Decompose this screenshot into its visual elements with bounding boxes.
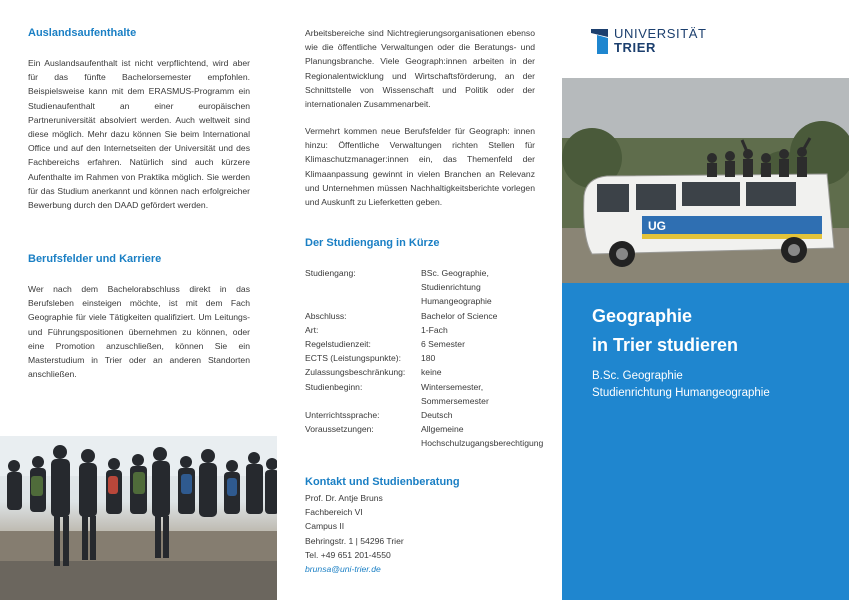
fact-row bbox=[305, 365, 535, 379]
title-line-geographie: Geographie bbox=[592, 306, 693, 326]
fact-label: ECTS (Leistungspunkte): bbox=[305, 353, 402, 364]
fact-row bbox=[305, 309, 535, 323]
fact-value: 180 bbox=[421, 353, 436, 364]
fact-value: Wintersemester, Sommersemester bbox=[421, 381, 489, 406]
heading-kontakt: Kontakt und Studienberatung bbox=[305, 476, 460, 488]
paragraph-neue-berufsfelder: Vermehrt kommen neue Berufsfelder für Geograph: innen hinzu: Öffentliche Verwaltungen richten Stellen für Klimaschutzmanager:innen ein, das Themenfeld der Klimaanpassung gewinnt in vielen Branchen an Relevanz und Unternehmen müssen Nachhaltigkeitsberichte vorlegen und Auskunft zu Lieferketten geben. bbox=[305, 126, 535, 208]
bus-sign: UG bbox=[648, 219, 666, 233]
fact-value: 1-Fach bbox=[421, 324, 448, 335]
fact-row bbox=[305, 266, 535, 309]
fact-row bbox=[305, 337, 535, 351]
paragraph-auslandsaufenthalte: Ein Auslandsaufenthalt ist nicht verpflichtend, wird aber für das fünfte Bachelorsemester empfohlen. Beispielsweise kann mit dem ERASMUS-Programm ein Studienaufenthalt an einer europäischen Partneruniversität absolviert werden. Auch weltweit sind diese möglich. Mehr dazu können Sie beim International Office und auf den Internetseiten der Universität und des Fachbereichs erfahren. Natürlich sind auch kürzere Aufenthalte im Rahmen von Praktika möglich. Sie werden für das Studium anerkannt und können nach erfolgreicher Bewerbung durch den DAAD gefördert werden. bbox=[28, 58, 250, 211]
heading-auslandsaufenthalte: Auslandsaufenthalte bbox=[28, 27, 137, 39]
fact-label: Voraussetzungen: bbox=[305, 424, 374, 435]
fact-label: Art: bbox=[305, 324, 319, 335]
contact-address: Behringstr. 1 | 54296 Trier bbox=[305, 535, 404, 546]
program-facts-table bbox=[305, 266, 544, 451]
fact-value: 6 Semester bbox=[421, 339, 465, 350]
fact-label: Abschluss: bbox=[305, 310, 347, 321]
logo-line-universitaet: UNIVERSITÄT bbox=[614, 26, 707, 41]
contact-phone: Tel. +49 651 201-4550 bbox=[305, 549, 391, 560]
logo-mark-icon bbox=[591, 29, 608, 54]
fact-value: keine bbox=[421, 367, 442, 378]
heading-berufsfelder: Berufsfelder und Karriere bbox=[28, 253, 162, 265]
bus-illustration bbox=[562, 78, 849, 283]
fact-label: Unterrichtssprache: bbox=[305, 410, 380, 421]
fact-value: Deutsch bbox=[421, 410, 453, 421]
subtitle-degree: B.Sc. Geographie bbox=[592, 370, 683, 382]
contact-block bbox=[305, 491, 404, 576]
fact-row bbox=[305, 323, 535, 337]
title-panel bbox=[562, 283, 849, 600]
fact-label: Zulassungsbeschränkung: bbox=[305, 367, 406, 378]
title-line-trier: in Trier studieren bbox=[592, 335, 739, 355]
university-logo bbox=[591, 27, 707, 55]
logo-line-trier: TRIER bbox=[614, 40, 656, 55]
heading-studiengang: Der Studiengang in Kürze bbox=[305, 237, 440, 249]
fact-row bbox=[305, 380, 535, 408]
paragraph-berufsfelder: Wer nach dem Bachelorabschluss direkt in das Berufsleben einsteigen möchte, ist mit dem Fach Geographie für viele Tätigkeiten qualifiziert. Um Leitungs- und Führungspositionen übernehmen zu können, oder eine Promotion anzuschließen, können Sie ein Masterstudium in Trier oder an anderen Standorten anschließen. bbox=[28, 284, 250, 380]
fact-label: Studiengang: bbox=[305, 268, 356, 278]
fact-row bbox=[305, 351, 535, 365]
fact-value: BSc. Geographie, Studienrichtung Humangeographie bbox=[421, 268, 492, 307]
subtitle-studienrichtung: Studienrichtung Humangeographie bbox=[592, 387, 770, 399]
fact-label: Regelstudienzeit: bbox=[305, 339, 371, 350]
contact-department: Fachbereich VI bbox=[305, 507, 363, 518]
contact-campus: Campus II bbox=[305, 521, 345, 532]
excursion-illustration bbox=[0, 436, 277, 600]
logo-text bbox=[614, 27, 707, 55]
fact-row bbox=[305, 422, 544, 450]
contact-email-link[interactable]: brunsa@uni-trier.de bbox=[305, 564, 381, 575]
photo-students-excursion bbox=[0, 436, 277, 600]
paragraph-arbeitsbereiche: Arbeitsbereiche sind Nichtregierungsorganisationen ebenso wie die öffentliche Verwaltungen oder die Beratungs- und Planungsbranche. Viele Geograph:innen arbeiten in der Regionalentwicklung und Wirtschaftsförderung, an der Schnittstelle von Wissenschaft und Politik oder der internationalen Zusammenarbeit. bbox=[305, 28, 535, 110]
fact-value: Bachelor of Science bbox=[421, 310, 498, 321]
fact-label: Studienbeginn: bbox=[305, 381, 363, 392]
photo-students-on-bus bbox=[562, 78, 849, 283]
fact-row bbox=[305, 408, 535, 422]
fact-value: Allgemeine Hochschulzugangsberechtigung bbox=[421, 424, 544, 449]
contact-name: Prof. Dr. Antje Bruns bbox=[305, 493, 383, 503]
